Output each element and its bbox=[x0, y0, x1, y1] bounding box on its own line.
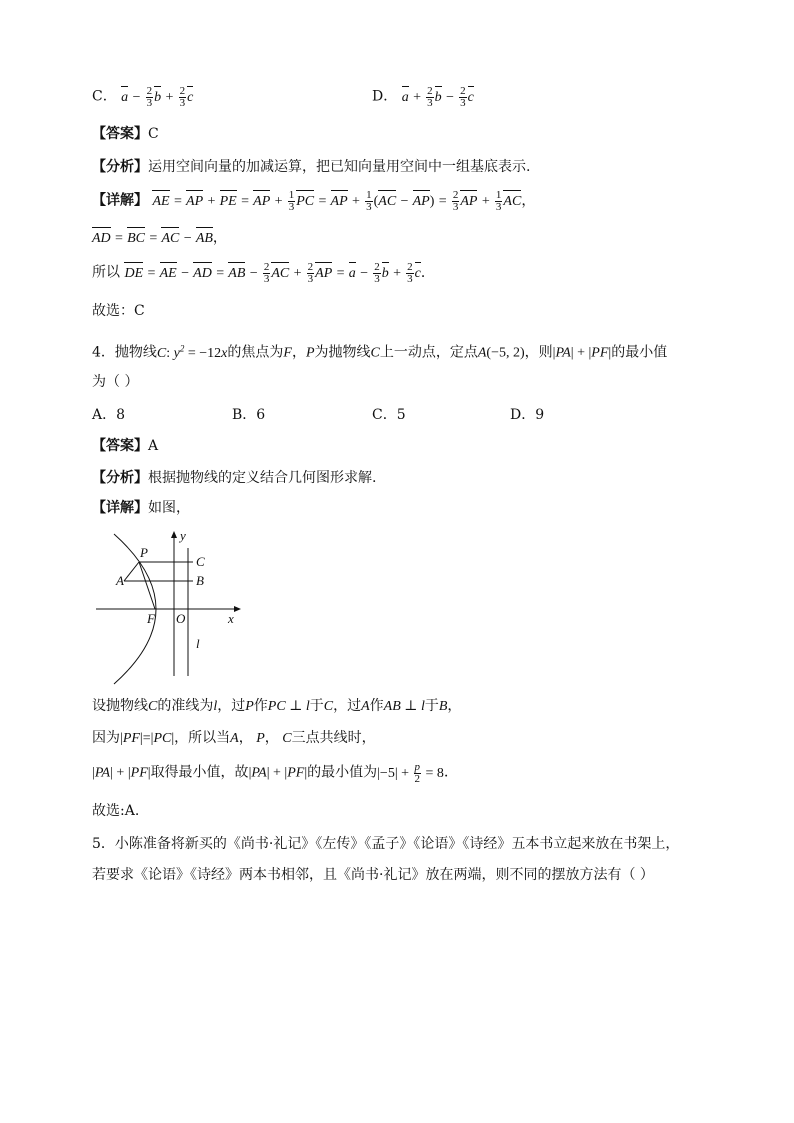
q3-conclusion: 故选：C bbox=[92, 303, 145, 319]
q4-parabola-eq: C: $y^2 = -12x$ bbox=[156, 343, 228, 361]
q4-option-a: A．8 bbox=[92, 407, 126, 423]
q3-answer: 【答案】C bbox=[92, 126, 159, 142]
label-f: F bbox=[147, 611, 155, 626]
parabola-figure bbox=[92, 526, 252, 686]
q4-conclusion: 故选:A. bbox=[92, 803, 140, 819]
option-c: C． a − $\frac{2}{3}$ b + $\frac{2}{3}$ c bbox=[92, 85, 194, 109]
segment-pa bbox=[124, 562, 139, 581]
segment-pf bbox=[139, 562, 155, 609]
y-axis-arrow bbox=[171, 531, 177, 538]
q3-detail-3: 所以 DE = AE − AD = AB − $\frac{2}{3}$ AC + $\frac{2}{3}$ AP = a − $\frac{2}{3}$ b + $\frac{2}{3}$ c． bbox=[92, 261, 435, 285]
q4-detail: 【详解】如图， bbox=[92, 500, 190, 516]
q4-sum-expr: |PA| + |PF| bbox=[552, 345, 612, 361]
label-c: C bbox=[196, 554, 205, 569]
option-d: D． a + $\frac{2}{3}$ b − $\frac{2}{3}$ c bbox=[372, 85, 474, 109]
q3-detail-expr-3: DE = AE − AD = AB − $\frac{2}{3}$ AC + $\frac{2}{3}$ AP = a − $\frac{2}{3}$ b + $\frac{2}{3}$ c． bbox=[124, 261, 435, 285]
label-p: P bbox=[140, 545, 148, 560]
q3-detail-2 bbox=[92, 228, 227, 249]
q4-option-d: D．9 bbox=[510, 407, 545, 423]
label-a: A bbox=[116, 573, 124, 588]
q4-stem-2: 为（ ） bbox=[92, 374, 139, 390]
q4-min-value: |−5| + $\frac{p}{2}$ = 8 bbox=[377, 761, 444, 785]
q4-solution-2: 因为|PF|=|PC|，所以当A， P， C三点共线时， bbox=[92, 730, 376, 746]
q4-option-b: B．6 bbox=[232, 407, 266, 423]
x-axis-arrow bbox=[234, 606, 241, 612]
label-l: l bbox=[196, 636, 200, 651]
q4-point-a: A(−5, 2) bbox=[477, 345, 525, 361]
q3-detail-expr-2: AD = BC = AC − AB， bbox=[92, 231, 227, 246]
label-y: y bbox=[180, 528, 186, 543]
q4-solution-3: |PA| + |PF|取得最小值，故|PA| + |PF|的最小值为|−5| + $\frac{p}{2}$ = 8． bbox=[92, 761, 458, 785]
q3-analysis: 【分析】运用空间向量的加减运算，把已知向量用空间中一组基底表示. bbox=[92, 159, 531, 175]
q5-stem-2: 若要求《论语》《诗经》两本书相邻，且《尚书·礼记》放在两端，则不同的摆放方法有（ ） bbox=[92, 867, 654, 883]
q4-analysis: 【分析】根据抛物线的定义结合几何图形求解. bbox=[92, 470, 377, 486]
q4-solution-1: 设抛物线C的准线为l，过P作PC ⊥ l于C，过A作AB ⊥ l于B， bbox=[92, 698, 462, 714]
q5-stem-1: 5．小陈准备将新买的《尚书·礼记》《左传》《孟子》《论语》《诗经》五本书立起来放在书架上， bbox=[92, 836, 680, 852]
label-x: x bbox=[228, 611, 234, 626]
option-c-expr: a − $\frac{2}{3}$ b + $\frac{2}{3}$ c bbox=[121, 85, 194, 109]
q4-answer: 【答案】A bbox=[92, 438, 159, 454]
label-o: O bbox=[176, 611, 186, 626]
q4-option-c: C．5 bbox=[372, 407, 406, 423]
q4-stem-1: 4．抛物线C: $y^2 = -12x$的焦点为F，P为抛物线C上一动点，定点A(−5, 2)，则|PA| + |PF|的最小值 bbox=[92, 343, 668, 361]
q3-detail-1: 【详解】 AE = AP + PE = AP + $\frac{1}{3}$ PC = AP + $\frac{1}{3}$ (AC − AP) = $\frac{2}{3}$ AP + $\frac{1}{3}$ AC， bbox=[92, 189, 536, 213]
label-b: B bbox=[196, 573, 204, 588]
q3-detail-expr-1: AE = AP + PE = AP + $\frac{1}{3}$ PC = AP + $\frac{1}{3}$ (AC − AP) = $\frac{2}{3}$ AP + $\frac{1}{3}$ AC， bbox=[152, 189, 536, 213]
option-d-expr: a + $\frac{2}{3}$ b − $\frac{2}{3}$ c bbox=[401, 85, 474, 109]
